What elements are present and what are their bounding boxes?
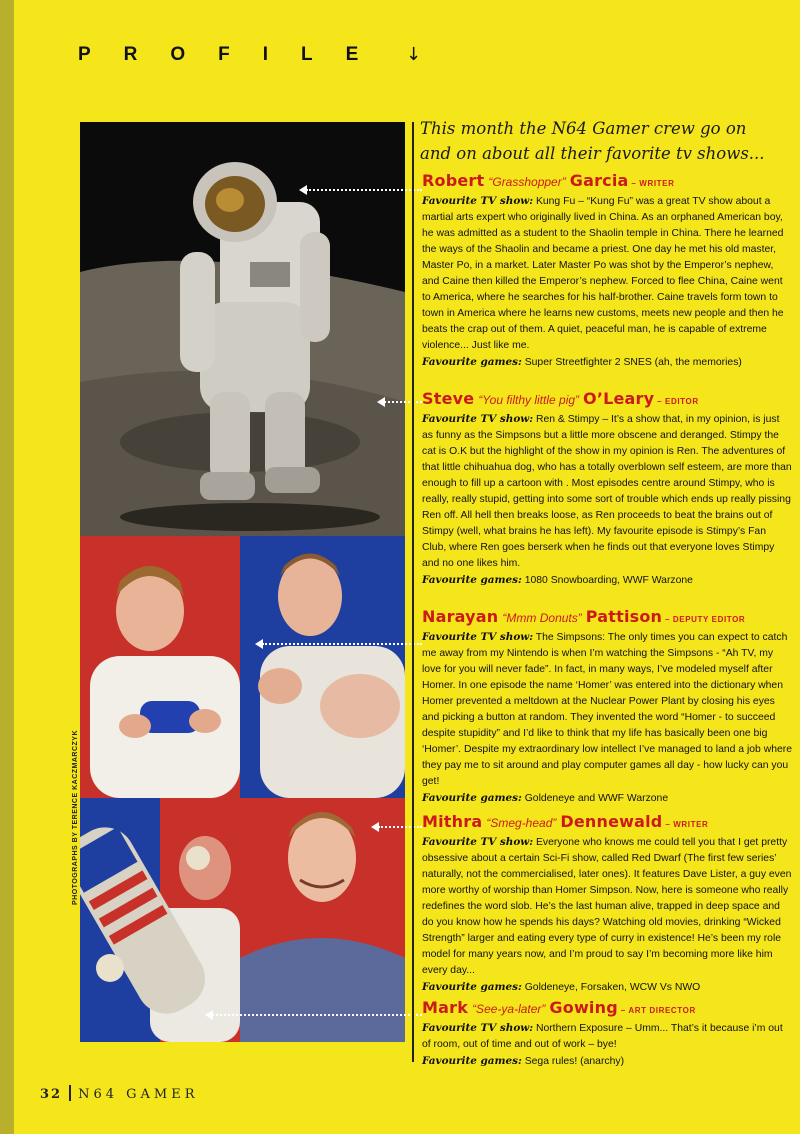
games-label: Favourite games: <box>422 356 522 368</box>
section-title: PROFILE <box>78 44 392 65</box>
show-label: Favourite TV show: <box>422 836 534 848</box>
show-paragraph <box>422 193 792 354</box>
magazine-name: N64 GAMER <box>78 1087 199 1102</box>
show-label: Favourite TV show: <box>422 195 534 207</box>
nickname: “You filthy little pig” <box>478 393 580 407</box>
show-paragraph <box>422 834 792 979</box>
pointer-narayan <box>262 643 422 645</box>
nickname: “Grasshopper” <box>488 175 566 189</box>
photo-credit: PHOTOGRAPHS BY TERENCE KACZMARCZYK <box>72 729 79 905</box>
down-arrow-icon: ↓ <box>406 44 422 65</box>
profile-heading <box>422 391 792 411</box>
games-text: 1080 Snowboarding, WWF Warzone <box>524 575 693 586</box>
first-name: Steve <box>422 389 475 408</box>
magazine-page <box>14 0 800 1134</box>
show-label: Favourite TV show: <box>422 1022 534 1034</box>
pointer-steve <box>384 401 422 403</box>
photo-mark <box>80 798 240 1042</box>
show-text: Kung Fu – “Kung Fu” was a great TV show about a martial arts expert who originally lived in China. As an orphaned American boy, he was admitted as a student to the Shaolin temple in China. There he learned the ways of the Shaolin and became a priest. One day he met his old master, Master Po, in a market. Later Master Po was shot by the Emperor’s nephew, and Caine then killed the Emperor’s nephew. Forced to flee China, Caine went to America, where he searches for his half-brother. Caine travels form town to town in America where he learns new customs, meets new people and then he beats the crap out of them. A quiet, peaceful man, he is capable of extreme violence... Just like me. <box>422 196 784 351</box>
games-label: Favourite games: <box>422 1055 522 1067</box>
games-label: Favourite games: <box>422 792 522 804</box>
profile-heading <box>422 609 792 629</box>
profile-robert <box>422 173 792 371</box>
nickname: “See-ya-later” <box>472 1002 546 1016</box>
last-name: Garcia <box>569 171 629 190</box>
footer-divider <box>69 1085 71 1101</box>
profile-heading <box>422 173 792 193</box>
photo-steve <box>80 536 240 798</box>
profile-heading <box>422 814 792 834</box>
games-paragraph <box>422 979 792 996</box>
pointer-steve-arrow-icon <box>377 397 385 407</box>
role: – ART DIRECTOR <box>620 1006 696 1015</box>
column-divider <box>412 122 414 1062</box>
show-label: Favourite TV show: <box>422 631 534 643</box>
narayan-image <box>240 536 405 798</box>
first-name: Mithra <box>422 812 483 831</box>
profile-mark <box>422 1000 792 1070</box>
last-name: Dennewald <box>560 812 663 831</box>
games-text: Goldeneye and WWF Warzone <box>524 793 669 804</box>
last-name: O’Leary <box>583 389 655 408</box>
profile-heading <box>422 1000 792 1020</box>
pointer-narayan-arrow-icon <box>255 639 263 649</box>
games-label: Favourite games: <box>422 981 522 993</box>
games-label: Favourite games: <box>422 574 522 586</box>
astronaut-image <box>80 122 405 536</box>
nickname: “Mmm Donuts” <box>502 611 582 625</box>
pointer-mithra-arrow-icon <box>371 822 379 832</box>
show-text: Ren & Stimpy – It’s a show that, in my opinion, is just as funny as the Simpsons but a little more obscene and deranged. Stimpy the cat is O.K but the highlight of the show in my opinion is Ren. The adventures of that little chihuahua dog, who has a totally overblown self esteem, are more than enough to fill up a cartoon with . Most episodes centre around Stimpy, who is really, really stupid, getting into some sort of trouble which ends up really pissing Ren off. All hell then breaks loose, as Ren proceeds to beat the brains out of Stimpy (well, what brains he has left). My favourite episode is Stimpy’s Fan Club, where Ren goes berserk when he finds out that everyone loves Stimpy and no one likes him. <box>422 414 792 569</box>
profile-steve <box>422 391 792 589</box>
role: – WRITER <box>631 179 675 188</box>
games-paragraph <box>422 354 792 371</box>
games-text: Sega rules! (anarchy) <box>524 1056 625 1067</box>
last-name: Gowing <box>549 998 618 1017</box>
show-text: The Simpsons: The only times you can expect to catch me away from my Nintendo is when I’m watching the Simpsons - “Ah TV, my love for you will never fade”. In fact, in many ways, I’ve modeled myself after Homer. In one episode the name ‘Homer’ was entered into the dictionary when Homer prevented a meltdown at the Nuclear Power Plant by closing his eyes and picking a button at random. They invented the word “Homer - to succeed despite stupidity” and I’d like to think that my life has basically been one big ‘Homer’. Despite my extraordinary low intellect I’ve managed to land a job where they pay me to sit around and play computer games all day - how lucky can you get! <box>422 632 793 787</box>
last-name: Pattison <box>585 607 663 626</box>
show-paragraph <box>422 411 792 572</box>
show-text: Everyone who knows me could tell you that I get pretty obsessive about a certain Sci-Fi show, called Red Dwarf (The first few series’ naturally, not the commercialised, later ones). It features Dave Lister, a guy even more worthy of worship than Homer Simpson. Now, here is someone who really redefines the word slob. He’s the last human alive, trapped in deep space and do you know how he spends his days? Watching old movies, drinking “Wicked Strength” larger and eating every type of curry in existence! He’s been my role model for many years now, and I’m proud to say I’m becoming more like him every day... <box>422 837 792 976</box>
games-paragraph <box>422 1053 792 1070</box>
games-text: Goldeneye, Forsaken, WCW Vs NWO <box>524 982 701 993</box>
pointer-robert-arrow-icon <box>299 185 307 195</box>
profile-narayan <box>422 609 792 807</box>
first-name: Robert <box>422 171 485 190</box>
page-footer <box>40 1085 199 1102</box>
photo-mithra <box>240 798 405 1042</box>
role: – EDITOR <box>657 397 699 406</box>
nickname: “Smeg-head” <box>486 816 557 830</box>
role: – WRITER <box>665 820 709 829</box>
steve-image <box>80 536 240 798</box>
games-paragraph <box>422 790 792 807</box>
photo-column <box>80 122 405 1042</box>
show-paragraph <box>422 1020 792 1053</box>
games-text: Super Streetfighter 2 SNES (ah, the memories) <box>524 357 742 368</box>
pointer-mark <box>212 1014 422 1016</box>
mark-image <box>80 798 240 1042</box>
games-paragraph <box>422 572 792 589</box>
photo-astronaut <box>80 122 405 536</box>
role: – DEPUTY EDITOR <box>665 615 746 624</box>
pointer-robert <box>306 189 422 191</box>
mithra-image <box>240 798 405 1042</box>
intro-text: This month the N64 Gamer crew go on and on about all their favorite tv shows... <box>420 119 765 163</box>
pointer-mithra <box>378 826 422 828</box>
show-label: Favourite TV show: <box>422 413 534 425</box>
photo-narayan <box>240 536 405 798</box>
first-name: Mark <box>422 998 469 1017</box>
show-text: Northern Exposure – Umm... That’s it because i’m out of room, out of time and out of work – bye! <box>422 1023 783 1050</box>
show-paragraph <box>422 629 792 790</box>
first-name: Narayan <box>422 607 499 626</box>
profile-mithra <box>422 814 792 996</box>
page-number: 32 <box>40 1087 63 1102</box>
pointer-mark-arrow-icon <box>205 1010 213 1020</box>
